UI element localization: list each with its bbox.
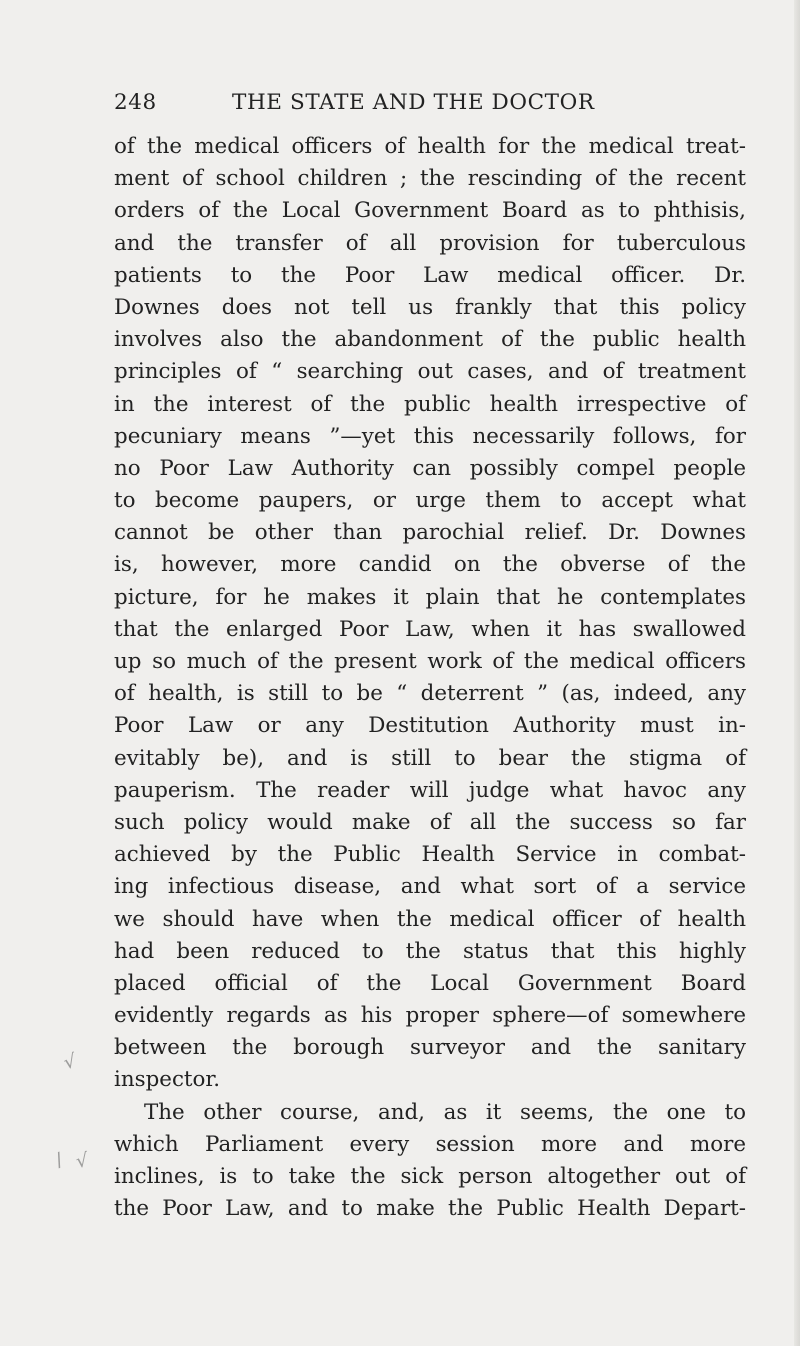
page-number: 248	[114, 90, 157, 115]
text-line: orders of the Local Government Board as to phthisis,	[114, 198, 746, 224]
body-text	[114, 131, 746, 1225]
pencil-slash-mark: /	[52, 1148, 66, 1172]
running-head	[114, 90, 746, 122]
pencil-check-mark: √	[74, 1149, 90, 1173]
paragraph-first-line: The other course, and, as it seems, the one to	[144, 1099, 746, 1125]
text-line: no Poor Law Authority can possibly compel people	[114, 455, 746, 481]
text-line: and the transfer of all provision for tuberculous	[114, 230, 746, 256]
text-line: patients to the Poor Law medical officer. Dr.	[114, 262, 746, 288]
text-line: pecuniary means ”—yet this necessarily follows, for	[114, 423, 746, 449]
text-line: inclines, is to take the sick person altogether out of	[114, 1164, 746, 1189]
text-line: Poor Law or any Destitution Authority must in-	[114, 713, 746, 739]
text-line: ment of school children ; the rescinding of the recent	[114, 166, 746, 192]
text-line: evidently regards as his proper sphere—of somewhere	[114, 1003, 746, 1029]
text-line: is, however, more candid on the obverse of the	[114, 552, 746, 578]
text-line: such policy would make of all the success so far	[114, 809, 746, 835]
text-line: placed official of the Local Government Board	[114, 970, 746, 996]
page-edge	[794, 0, 800, 1346]
text-line: picture, for he makes it plain that he contemplates	[114, 584, 746, 610]
text-line: we should have when the medical officer of health	[114, 906, 746, 932]
text-line: the Poor Law, and to make the Public Health Depart-	[114, 1196, 746, 1222]
text-line: up so much of the present work of the medical officers	[114, 649, 746, 674]
text-line: principles of “ searching out cases, and of treatment	[114, 359, 746, 385]
text-line: which Parliament every session more and more	[114, 1131, 746, 1157]
text-line: cannot be other than parochial relief. Dr. Downes	[114, 520, 746, 546]
text-line: of health, is still to be “ deterrent ” (as, indeed, any	[114, 681, 746, 707]
pencil-check-mark: √	[61, 1049, 79, 1075]
text-line: evitably be), and is still to bear the stigma of	[114, 745, 746, 771]
text-line: that the enlarged Poor Law, when it has swallowed	[114, 616, 746, 642]
text-line: of the medical officers of health for the medical treat-	[114, 134, 746, 159]
text-line: inspector.	[114, 1067, 221, 1093]
text-line: involves also the abandonment of the public health	[114, 327, 746, 353]
text-line: in the interest of the public health irrespective of	[114, 391, 746, 417]
running-title: THE STATE AND THE DOCTOR	[232, 90, 595, 115]
text-line: pauperism. The reader will judge what havoc any	[114, 777, 746, 803]
text-line: between the borough surveyor and the sanitary	[114, 1035, 746, 1061]
text-line: to become paupers, or urge them to accept what	[114, 488, 746, 514]
text-line: had been reduced to the status that this highly	[114, 938, 746, 964]
text-line: Downes does not tell us frankly that this policy	[114, 294, 746, 320]
text-line: ing infectious disease, and what sort of a service	[114, 874, 746, 900]
text-line: achieved by the Public Health Service in combat-	[114, 842, 746, 868]
